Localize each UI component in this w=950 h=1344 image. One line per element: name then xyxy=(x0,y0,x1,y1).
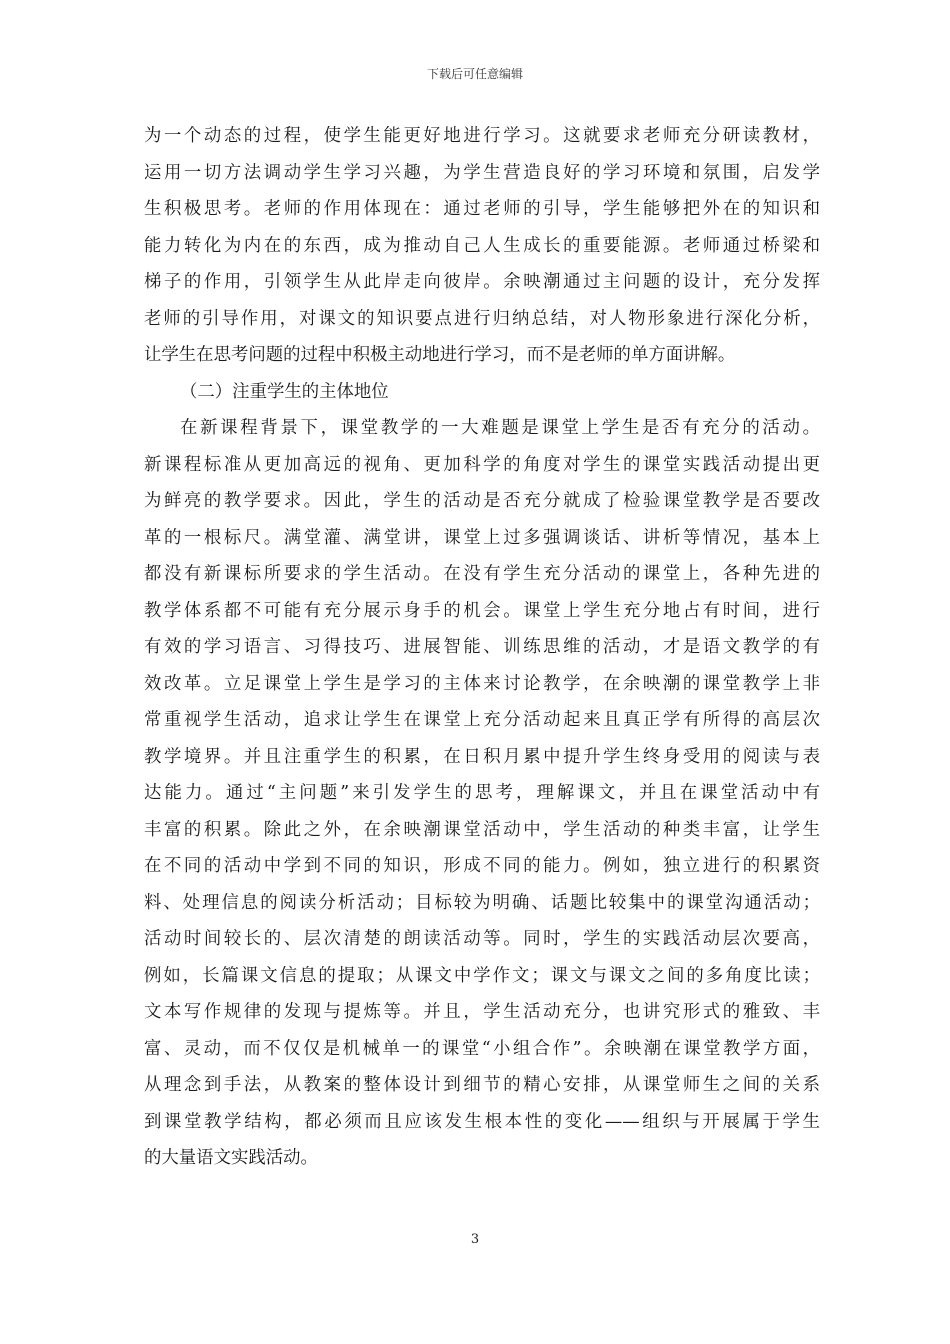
text-line: 效改革。立足课堂上学生是学习的主体来讨论教学，在余映潮的课堂教学上非 xyxy=(144,673,820,694)
text-line: 革的一根标尺。满堂灌、满堂讲，课堂上过多强调谈话、讲析等情况，基本上 xyxy=(144,527,820,548)
text-line: 到课堂教学结构，都必须而且应该发生根本性的变化——组织与开展属于学生 xyxy=(144,1111,820,1132)
text-line: 文本写作规律的发现与提炼等。并且，学生活动充分，也讲究形式的雅致、丰 xyxy=(144,1002,820,1022)
paragraph-student-subject xyxy=(144,410,820,1177)
page-header: 下载后可任意编辑 xyxy=(426,67,523,81)
text-line: 为鲜亮的教学要求。因此，学生的活动是否充分就成了检验课堂教学是否要改 xyxy=(144,491,820,511)
page-number: 3 xyxy=(470,1232,480,1247)
text-line: 都没有新课标所要求的学生活动。在没有学生充分活动的课堂上，各种先进的 xyxy=(144,564,820,584)
text-line: 在不同的活动中学到不同的知识，形成不同的能力。例如，独立进行的积累资 xyxy=(144,856,820,876)
text-line: 达能力。通过“主问题”来引发学生的思考，理解课文，并且在课堂活动中有 xyxy=(144,783,820,803)
text-line: 能力转化为内在的东西，成为推动自己人生成长的重要能源。老师通过桥梁和 xyxy=(144,235,820,256)
text-line: 丰富的积累。除此之外，在余映潮课堂活动中，学生活动的种类丰富，让学生 xyxy=(144,819,820,840)
text-line: 为一个动态的过程，使学生能更好地进行学习。这就要求老师充分研读教材， xyxy=(144,126,820,146)
text-line: 活动时间较长的、层次清楚的朗读活动等。同时，学生的实践活动层次要高， xyxy=(144,929,820,949)
text-line: 料、处理信息的阅读分析活动；目标较为明确、话题比较集中的课堂沟通活动； xyxy=(144,892,820,913)
text-line: 运用一切方法调动学生学习兴趣，为学生营造良好的学习环境和氛围，启发学 xyxy=(144,162,820,183)
text-line: 例如，长篇课文信息的提取；从课文中学作文；课文与课文之间的多角度比读； xyxy=(144,965,820,986)
text-line: 常重视学生活动，追求让学生在课堂上充分活动起来且真正学有所得的高层次 xyxy=(144,710,820,730)
text-line: 梯子的作用，引领学生从此岸走向彼岸。余映潮通过主问题的设计，充分发挥 xyxy=(144,272,820,292)
text-line: 在新课程背景下，课堂教学的一大难题是课堂上学生是否有充分的活动。 xyxy=(180,418,820,438)
text-line: 教学境界。并且注重学生的积累，在日积月累中提升学生终身受用的阅读与表 xyxy=(144,746,820,767)
text-line: 富、灵动，而不仅仅是机械单一的课堂“小组合作”。余映潮在课堂教学方面， xyxy=(144,1038,820,1059)
text-line: 老师的引导作用，对课文的知识要点进行归纳总结，对人物形象进行深化分析， xyxy=(144,308,820,329)
text-line: 的大量语文实践活动。 xyxy=(144,1148,318,1168)
text-line: 生积极思考。老师的作用体现在：通过老师的引导，学生能够把外在的知识和 xyxy=(144,199,820,219)
text-line: 有效的学习语言、习得技巧、进展智能、训练思维的活动，才是语文教学的有 xyxy=(144,637,820,657)
paragraph-teacher-role xyxy=(144,118,820,374)
text-line: 新课程标准从更加高远的视角、更加科学的角度对学生的课堂实践活动提出更 xyxy=(144,454,820,475)
section-heading: （二）注重学生的主体地位 xyxy=(180,381,389,402)
text-line: 从理念到手法，从教案的整体设计到细节的精心安排，从课堂师生之间的关系 xyxy=(144,1075,820,1095)
text-line: 让学生在思考问题的过程中积极主动地进行学习，而不是老师的单方面讲解。 xyxy=(144,345,736,365)
text-line: 教学体系都不可能有充分展示身手的机会。课堂上学生充分地占有时间，进行 xyxy=(144,600,820,621)
document-body xyxy=(144,118,820,1177)
